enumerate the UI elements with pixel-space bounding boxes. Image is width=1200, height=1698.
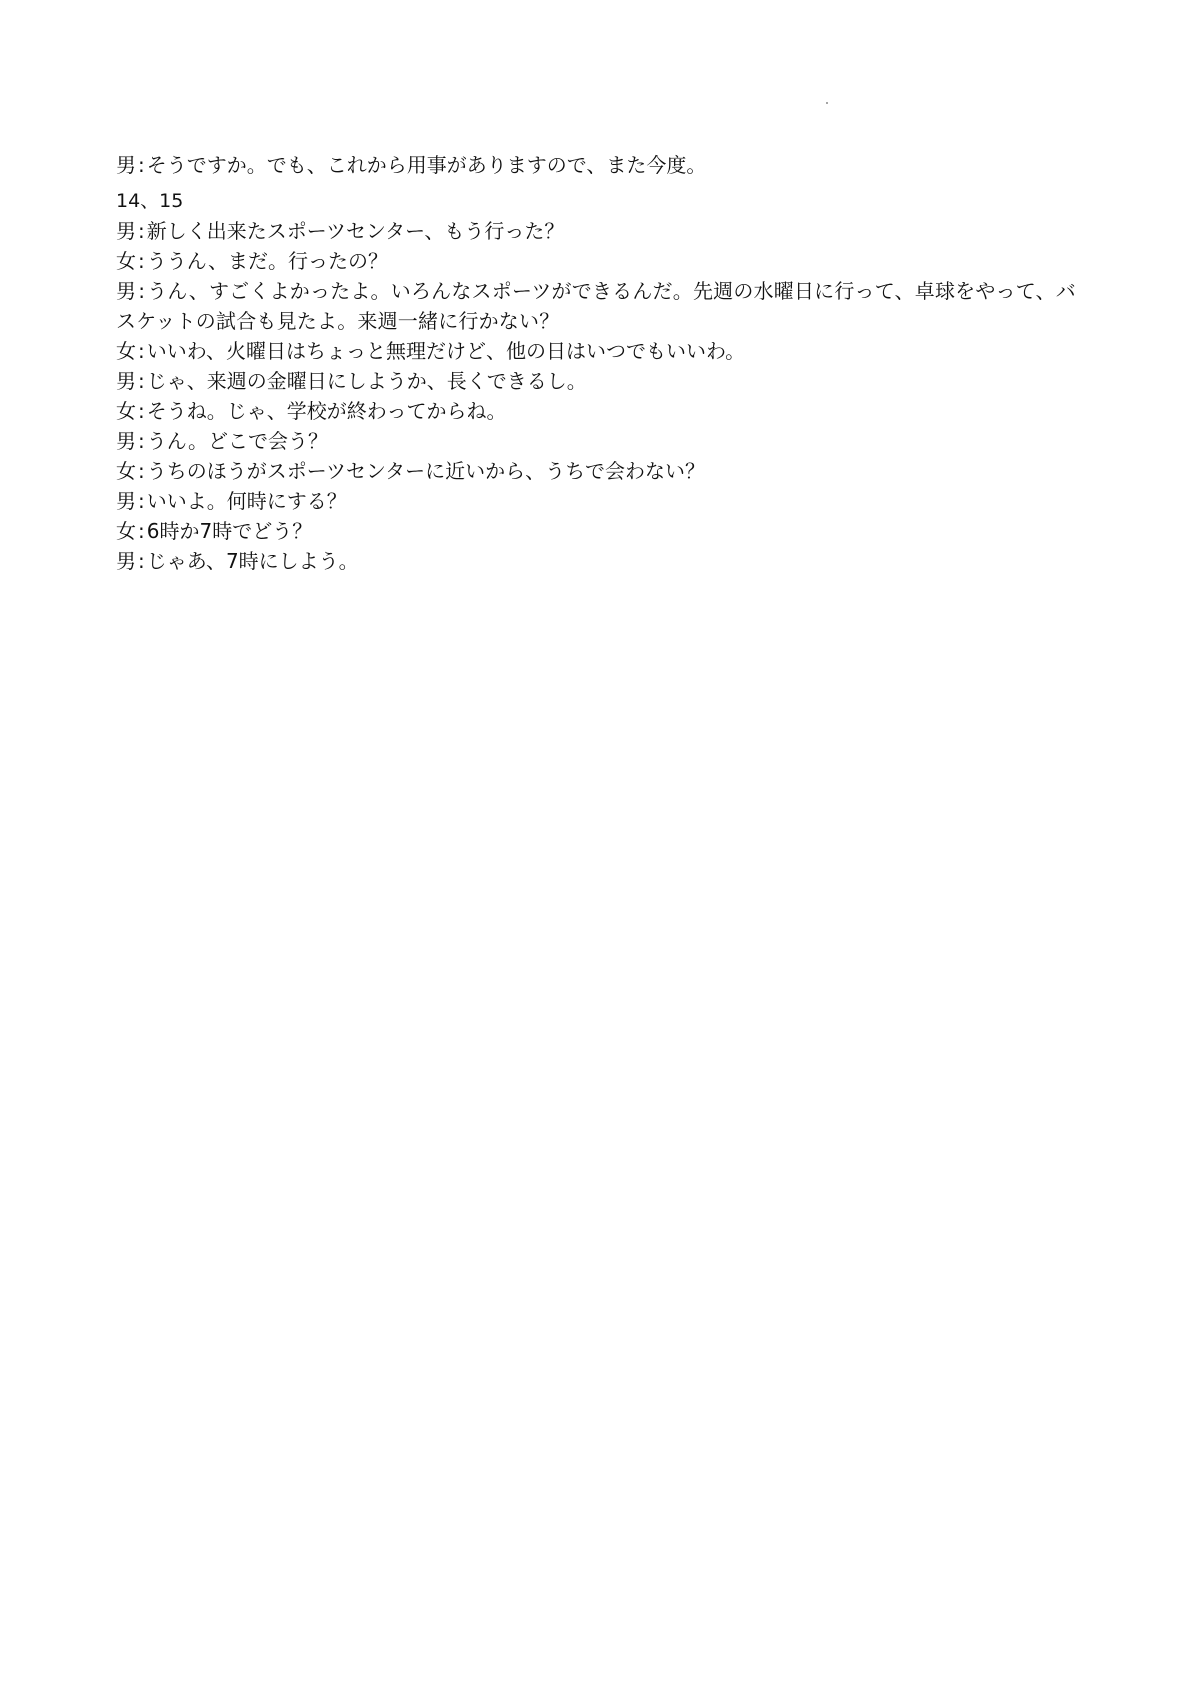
speaker-label: 男: [116, 369, 136, 393]
speaker-label: 男: [116, 549, 136, 573]
speaker-label: 女: [116, 519, 136, 543]
speaker-separator: :: [138, 399, 145, 423]
speaker-separator: :: [138, 459, 145, 483]
dialogue-line: [116, 546, 1096, 576]
speaker-separator: :: [138, 339, 145, 363]
line-text: うん。どこで会う？: [146, 429, 328, 453]
dialogue-line: [116, 426, 1096, 456]
speaker-separator: :: [138, 549, 145, 573]
line-text: いいわ、火曜日はちょっと無理だけど、他の日はいつでもいいわ。: [146, 339, 746, 363]
speaker-separator: :: [138, 219, 145, 243]
line-text: いいよ。何時にする？: [146, 489, 347, 513]
speaker-separator: :: [138, 279, 146, 303]
line-text: うん、すごくよかったよ。いろんなスポーツができるんだ。先週の水曜日に行って、卓球をやって、バスケットの試合も見たよ。来週一緒に行かない？: [116, 279, 1076, 333]
speaker-separator: :: [138, 519, 145, 543]
speaker-label: 女: [116, 339, 136, 363]
dialogue-line: [116, 216, 1096, 246]
speaker-label: 女: [116, 459, 136, 483]
dialogue-line: [116, 150, 1096, 180]
speaker-separator: :: [138, 153, 145, 177]
line-text: そうね。じゃ、学校が終わってからね。: [146, 399, 507, 423]
line-text: うちのほうがスポーツセンターに近いから、うちで会わない？: [146, 459, 705, 483]
speaker-label: 女: [116, 249, 136, 273]
line-text: じゃ、来週の金曜日にしようか、長くできるし。: [146, 369, 587, 393]
line-text: ううん、まだ。行ったの？: [146, 249, 388, 273]
speaker-separator: :: [138, 249, 145, 273]
dialogue-line: [116, 336, 1096, 366]
dialogue-line: [116, 516, 1096, 546]
line-text: 新しく出来たスポーツセンター、もう行った？: [146, 219, 565, 243]
section-number: 14、15: [116, 190, 184, 212]
speaker-label: 男: [116, 489, 136, 513]
dialogue-line: [116, 276, 1096, 336]
speaker-label: 男: [116, 219, 136, 243]
dialogue-line: [116, 456, 1096, 486]
dialogue-transcript: [116, 150, 1096, 576]
dialogue-line: [116, 486, 1096, 516]
dialogue-line: [116, 396, 1096, 426]
dialogue-line: [116, 246, 1096, 276]
speaker-separator: :: [138, 429, 145, 453]
speaker-separator: :: [138, 489, 145, 513]
line-text: じゃあ、7時にしよう。: [146, 549, 359, 573]
speaker-label: 女: [116, 399, 136, 423]
line-text: そうですか。でも、これから用事がありますので、また今度。: [146, 153, 707, 177]
speaker-label: 男: [116, 429, 136, 453]
scan-speck: [826, 102, 828, 104]
speaker-separator: :: [138, 369, 145, 393]
dialogue-line: [116, 366, 1096, 396]
speaker-label: 男: [116, 153, 136, 177]
speaker-label: 男: [116, 279, 137, 303]
line-text: 6時か7時でどう？: [146, 519, 313, 543]
